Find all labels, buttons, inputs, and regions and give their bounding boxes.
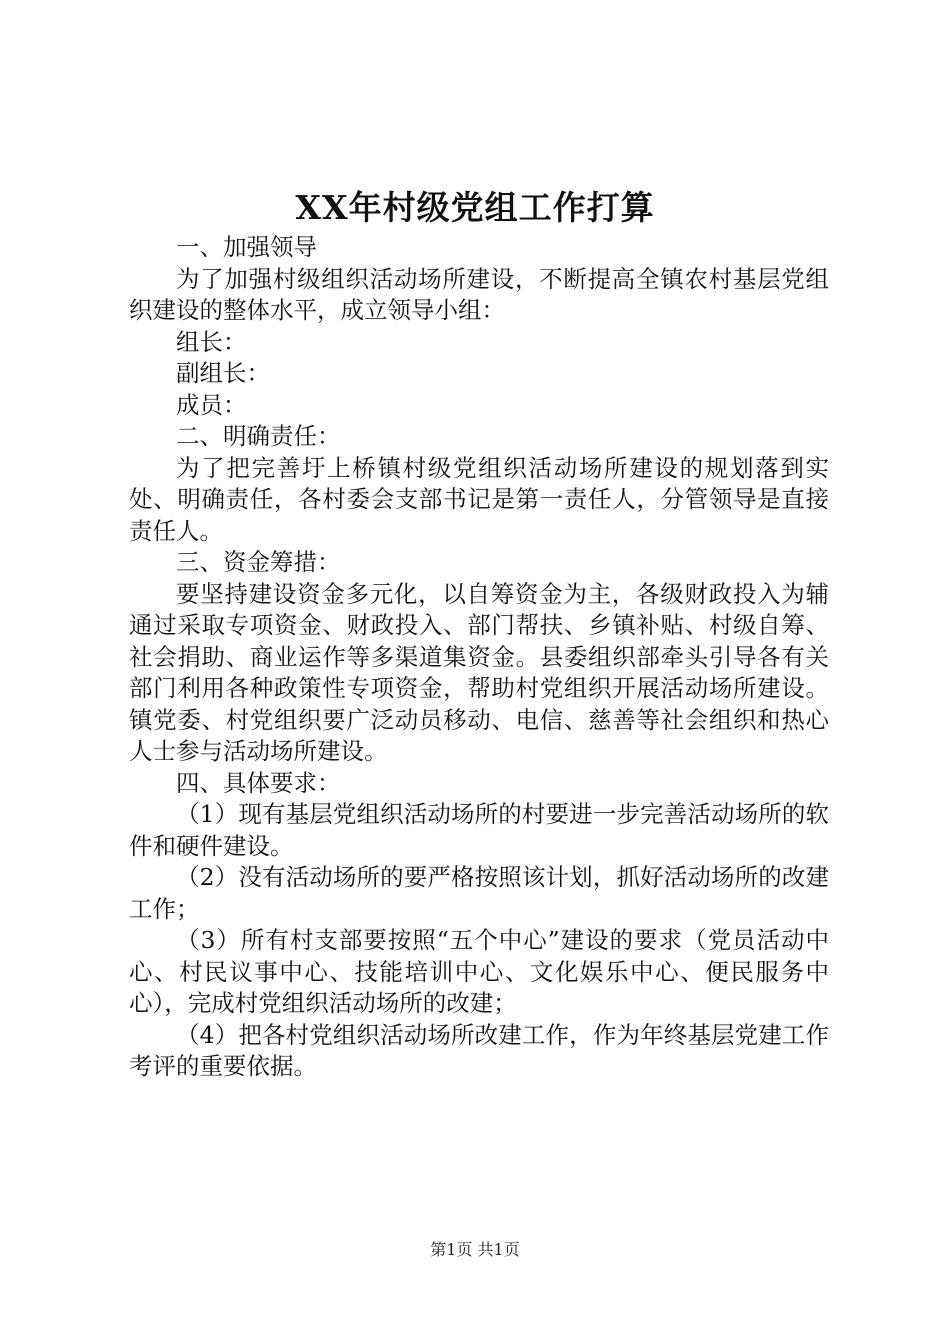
requirement-item-2: （2）没有活动场所的要严格按照该计划，抓好活动场所的改建工作； xyxy=(129,863,829,923)
requirement-item-1: （1）现有基层党组织活动场所的村要进一步完善活动场所的软件和硬件建设。 xyxy=(129,800,829,860)
group-leader-line: 组长： xyxy=(176,327,247,356)
section-heading-requirements: 四、具体要求： xyxy=(176,768,341,797)
page-footer: 第1页 共1页 xyxy=(430,1240,520,1259)
requirement-item-4: （4）把各村党组织活动场所改建工作，作为年终基层党建工作考评的重要依据。 xyxy=(129,1020,829,1080)
section-heading-funding: 三、资金筹措： xyxy=(176,548,341,576)
paragraph-leadership-intro: 为了加强村级组织活动场所建设，不断提高全镇农村基层党组织建设的整体水平，成立领导小组： xyxy=(129,264,829,324)
section-heading-responsibility: 二、明确责任： xyxy=(176,422,341,450)
paragraph-responsibility: 为了把完善圩上桥镇村级党组织活动场所建设的规划落到实处、明确责任，各村委会支部书记是第一责任人，分管领导是直接责任人。 xyxy=(129,453,829,545)
paragraph-funding: 要坚持建设资金多元化，以自筹资金为主，各级财政投入为辅通过采取专项资金、财政投入、部门帮扶、乡镇补贴、村级自筹、社会捐助、商业运作等多渠道集资金。县委组织部牵头引导各有关部门利用各种政策性专项资金，帮助村党组织开展活动场所建设。镇党委、村党组织要广泛动员移动、电信、慈善等社会组织和热心人士参与活动场所建设。 xyxy=(129,579,829,765)
document-body xyxy=(129,232,829,1083)
deputy-leader-line: 副组长： xyxy=(176,359,270,387)
document-title: XX年村级党组工作打算 xyxy=(295,188,655,227)
requirement-item-3: （3）所有村支部要按照“五个中心”建设的要求（党员活动中心、村民议事中心、技能培训中心、文化娱乐中心、便民服务中心），完成村党组织活动场所的改建； xyxy=(129,926,829,1017)
members-line: 成员： xyxy=(176,390,247,419)
section-heading-leadership: 一、加强领导 xyxy=(176,233,317,261)
